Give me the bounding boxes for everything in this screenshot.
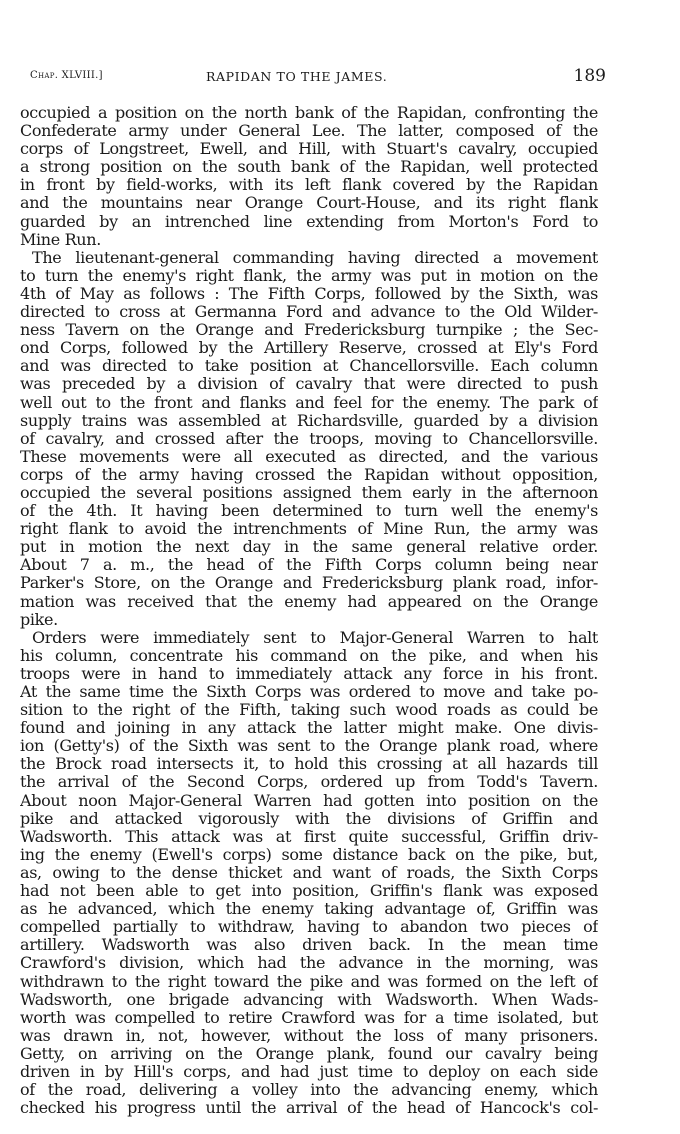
text-line: as, owing to the dense thicket and want of roads, the Sixth Corps <box>20 863 598 882</box>
text-line: 4th of May as follows : The Fifth Corps, followed by the Sixth, was <box>20 284 598 303</box>
text-line: supply trains was assembled at Richardsville, guarded by a division <box>20 411 598 430</box>
text-line: Wadsworth, one brigade advancing with Wadsworth. When Wads- <box>20 990 598 1009</box>
text-line: had not been able to get into position, Griffin's flank was exposed <box>20 882 598 901</box>
text-line: put in motion the next day in the same general relative order. <box>20 538 598 557</box>
text-line: sition to the right of the Fifth, taking such wood roads as could be <box>20 701 598 720</box>
text-line: At the same time the Sixth Corps was ordered to move and take po- <box>20 683 598 701</box>
text-line: About noon Major-General Warren had gotten into position on the <box>20 791 598 810</box>
running-header <box>30 66 606 90</box>
text-line: Wadsworth. This attack was at first quite successful, Griffin driv- <box>20 827 598 846</box>
text-line: of cavalry, and crossed after the troops, moving to Chancellorsville. <box>20 429 598 448</box>
text-line: troops were in hand to immediately attack any force in his front. <box>20 664 598 683</box>
text-line: and was directed to take position at Chancellorsville. Each column <box>20 357 598 376</box>
text-line: withdrawn to the right toward the pike and was formed on the left of <box>20 972 598 991</box>
text-line: Getty, on arriving on the Orange plank, found our cavalry being <box>20 1044 598 1063</box>
text-line: corps of Longstreet, Ewell, and Hill, with Stuart's cavalry, occupied <box>20 140 598 159</box>
body-text <box>20 104 598 1117</box>
text-line: and the mountains near Orange Court-House, and its right flank <box>20 194 598 213</box>
text-line: was drawn in, not, however, without the loss of many prisoners. <box>20 1026 598 1045</box>
running-title: RAPIDAN TO THE JAMES. <box>206 69 388 84</box>
text-line: right flank to avoid the intrenchments of Mine Run, the army was <box>20 520 598 539</box>
text-line: was preceded by a division of cavalry that were directed to push <box>20 375 598 394</box>
text-line: the Brock road intersects it, to hold this crossing at all hazards till <box>20 755 598 774</box>
text-line: as he advanced, which the enemy taking advantage of, Griffin was <box>20 900 598 919</box>
text-line: occupied a position on the north bank of the Rapidan, confronting the <box>20 104 598 122</box>
text-line: the arrival of the Second Corps, ordered up from Todd's Tavern. <box>20 773 598 792</box>
text-line: artillery. Wadsworth was also driven back. In the mean time <box>20 936 598 955</box>
text-line: Orders were immediately sent to Major-General Warren to halt <box>32 628 598 647</box>
text-line: pike and attacked vigorously with the divisions of Griffin and <box>20 809 598 828</box>
text-line: ing the enemy (Ewell's corps) some distance back on the pike, but, <box>20 845 598 864</box>
text-line: worth was compelled to retire Crawford was for a time isolated, but <box>20 1008 598 1027</box>
text-line: Parker's Store, on the Orange and Fredericksburg plank road, infor- <box>20 574 598 593</box>
text-line: of the 4th. It having been determined to turn well the enemy's <box>20 502 598 521</box>
text-line: to turn the enemy's right flank, the army was put in motion on the <box>20 266 598 285</box>
text-line: The lieutenant-general commanding having directed a movement <box>32 248 598 267</box>
text-line: checked his progress until the arrival of the head of Hancock's col- <box>20 1099 598 1118</box>
text-line: his column, concentrate his command on the pike, and when his <box>20 646 598 665</box>
text-line: Mine Run. <box>20 230 101 249</box>
text-line: About 7 a. m., the head of the Fifth Corps column being near <box>20 556 598 575</box>
text-line: ond Corps, followed by the Artillery Reserve, crossed at Ely's Ford <box>20 339 598 358</box>
text-line: pike. <box>20 610 58 629</box>
text-line: These movements were all executed as directed, and the various <box>20 447 598 466</box>
text-line: directed to cross at Germanna Ford and advance to the Old Wilder- <box>20 303 598 322</box>
text-line: guarded by an intrenched line extending from Morton's Ford to <box>20 212 598 231</box>
text-line: mation was received that the enemy had appeared on the Orange <box>20 592 598 611</box>
text-line: found and joining in any attack the latter might make. One divis- <box>20 719 598 738</box>
chapter-label: Chap. XLVIII.] <box>30 70 103 81</box>
text-line: of the road, delivering a volley into the advancing enemy, which <box>20 1081 598 1100</box>
text-line: corps of the army having crossed the Rapidan without opposition, <box>20 465 598 484</box>
text-line: well out to the front and flanks and feel for the enemy. The park of <box>20 393 598 412</box>
text-line: Crawford's division, which had the advance in the morning, was <box>20 954 598 973</box>
text-line: ion (Getty's) of the Sixth was sent to the Orange plank road, where <box>20 737 598 756</box>
text-line: a strong position on the south bank of the Rapidan, well protected <box>20 158 598 177</box>
text-line: ness Tavern on the Orange and Fredericksburg turnpike ; the Sec- <box>20 321 598 340</box>
text-line: occupied the several positions assigned them early in the afternoon <box>20 483 598 502</box>
text-line: compelled partially to withdraw, having to abandon two pieces of <box>20 918 598 937</box>
text-line: in front by field-works, with its left flank covered by the Rapidan <box>20 176 598 195</box>
page-number: 189 <box>573 66 606 86</box>
text-line: driven in by Hill's corps, and had just time to deploy on each side <box>20 1062 598 1081</box>
text-line: Confederate army under General Lee. The latter, composed of the <box>20 122 598 141</box>
